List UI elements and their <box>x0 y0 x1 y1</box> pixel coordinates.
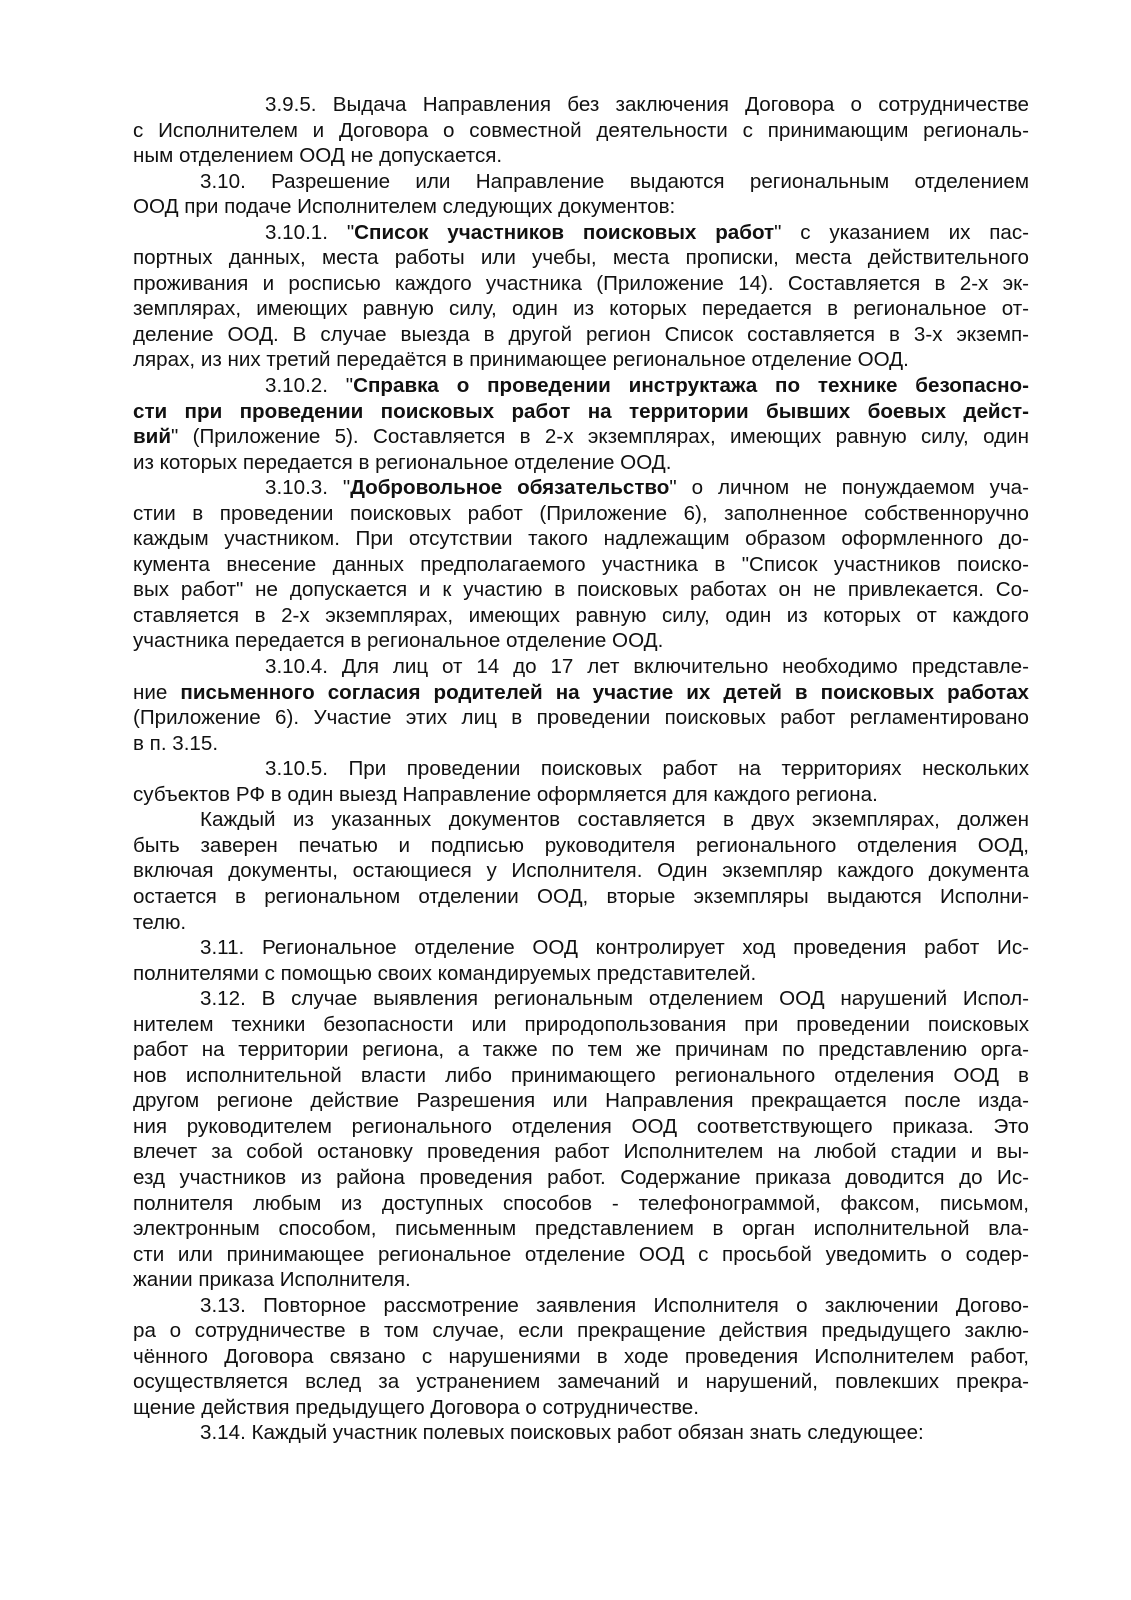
text-segment: из которых передается в региональное отделение ООД. <box>133 450 672 474</box>
text-line <box>133 756 1029 782</box>
bold-text: Добровольное обязательство <box>350 476 670 500</box>
text-line <box>133 807 1029 833</box>
text-line <box>133 986 1029 1012</box>
text-line <box>133 1191 1029 1217</box>
text-segment: с Исполнителем и Договора о совместной деятельности с принимающим региональ- <box>133 118 1029 142</box>
text-segment: 3.14. Каждый участник полевых поисковых работ обязан знать следующее: <box>200 1421 924 1445</box>
text-line <box>133 1216 1029 1242</box>
text-line <box>133 858 1029 884</box>
text-line <box>133 169 1029 195</box>
text-segment: включая документы, остающиеся у Исполнителя. Один экземпляр каждого документа <box>133 859 1029 883</box>
text-segment: полнителями с помощью своих командируемых представителей. <box>133 961 757 985</box>
text-line <box>133 935 1029 961</box>
text-line <box>133 373 1029 399</box>
text-segment: 3.10.3. " <box>265 476 351 500</box>
text-segment: кумента внесение данных предполагаемого участника в "Список участников поиско- <box>133 552 1029 576</box>
paragraph-3-10-5 <box>133 756 1029 807</box>
text-line <box>133 1318 1029 1344</box>
text-segment: быть заверен печатью и подписью руководителя регионального отделения ООД, <box>133 833 1029 857</box>
text-line <box>133 680 1029 706</box>
text-line <box>133 1088 1029 1114</box>
text-line <box>133 603 1029 629</box>
text-line <box>133 910 1029 936</box>
text-line <box>133 450 1029 476</box>
text-line <box>133 1037 1029 1063</box>
text-line <box>133 705 1029 731</box>
paragraph-3-10-2 <box>133 373 1029 475</box>
text-line <box>133 322 1029 348</box>
bold-text: Справка о проведении инструктажа по технике безопасно- <box>353 374 1029 398</box>
text-line <box>133 1344 1029 1370</box>
text-segment: деление ООД. В случае выезда в другой регион Список составляется в 3-х экземп- <box>133 322 1029 346</box>
text-segment: портных данных, места работы или учебы, места прописки, места действительного <box>133 246 1029 270</box>
text-line <box>133 1012 1029 1038</box>
text-line <box>133 731 1029 757</box>
text-segment: ставляется в 2-х экземплярах, имеющих равную силу, один из которых от каждого <box>133 603 1029 627</box>
paragraph-3-13 <box>133 1293 1029 1421</box>
text-segment: проживания и росписью каждого участника (Приложение 14). Составляется в 2-х эк- <box>133 271 1029 295</box>
text-line <box>133 654 1029 680</box>
text-segment: участника передается в региональное отделение ООД. <box>133 629 664 653</box>
text-line <box>133 628 1029 654</box>
text-segment: 3.10.4. Для лиц от 14 до 17 лет включительно необходимо представле- <box>265 655 1029 679</box>
text-line <box>133 424 1029 450</box>
text-line <box>133 194 1029 220</box>
text-line <box>133 833 1029 859</box>
text-segment: 3.12. В случае выявления региональным отделением ООД нарушений Испол- <box>200 987 1029 1011</box>
text-segment: работ на территории региона, а также по тем же причинам по представлению орга- <box>133 1038 1029 1062</box>
text-segment: Каждый из указанных документов составляется в двух экземплярах, должен <box>200 808 1029 832</box>
text-segment: осуществляется вслед за устранением замечаний и нарушений, повлекших прекра- <box>133 1370 1029 1394</box>
bold-text: Список участников поисковых работ <box>354 220 775 244</box>
text-line <box>133 961 1029 987</box>
text-segment: ООД при подаче Исполнителем следующих документов: <box>133 195 676 219</box>
text-segment: ным отделением ООД не допускается. <box>133 144 503 168</box>
text-line <box>133 501 1029 527</box>
bold-text: сти при проведении поисковых работ на территории бывших боевых дейст- <box>133 399 1029 423</box>
text-line <box>133 92 1029 118</box>
text-segment: (Приложение 6). Участие этих лиц в проведении поисковых работ регламентировано <box>133 706 1029 730</box>
text-line <box>133 552 1029 578</box>
text-line <box>133 884 1029 910</box>
text-segment: " (Приложение 5). Составляется в 2-х экземплярах, имеющих равную силу, один <box>170 425 1029 449</box>
text-line <box>133 1063 1029 1089</box>
text-segment: 3.13. Повторное рассмотрение заявления Исполнителя о заключении Догово- <box>200 1293 1029 1317</box>
text-segment: ра о сотрудничестве в том случае, если прекращение действия предыдущего заклю- <box>133 1319 1029 1343</box>
text-line <box>133 220 1029 246</box>
text-segment: ние <box>133 680 181 704</box>
paragraph-3-12 <box>133 986 1029 1293</box>
bold-text: вий <box>133 425 171 449</box>
text-segment: ния руководителем регионального отделения ООД соответствующего приказа. Это <box>133 1114 1029 1138</box>
text-line <box>133 271 1029 297</box>
text-line <box>133 1242 1029 1268</box>
paragraph-3-11 <box>133 935 1029 986</box>
text-segment: жании приказа Исполнителя. <box>133 1268 411 1292</box>
text-line <box>133 1420 1029 1446</box>
text-segment: " о личном не понуждаемом уча- <box>669 476 1029 500</box>
text-line <box>133 577 1029 603</box>
text-line <box>133 1267 1029 1293</box>
text-segment: в п. 3.15. <box>133 731 219 755</box>
text-segment: субъектов РФ в один выезд Направление оформляется для каждого региона. <box>133 782 878 806</box>
text-line <box>133 245 1029 271</box>
text-segment: влечет за собой остановку проведения работ Исполнителем на любой стадии и вы- <box>133 1140 1029 1164</box>
paragraph-3-9-5 <box>133 92 1029 169</box>
text-segment: " с указанием их пас- <box>774 220 1030 244</box>
text-line <box>133 1139 1029 1165</box>
text-segment: каждым участником. При отсутствии такого надлежащим образом оформленного до- <box>133 527 1029 551</box>
text-line <box>133 1369 1029 1395</box>
text-line <box>133 118 1029 144</box>
text-line <box>133 143 1029 169</box>
bold-text: письменного согласия родителей на участие их детей в поисковых работах <box>180 680 1029 704</box>
document-page <box>133 92 1029 1446</box>
text-segment: щение действия предыдущего Договора о сотрудничестве. <box>133 1395 699 1419</box>
text-segment: сти или принимающее региональное отделение ООД с просьбой уведомить о содер- <box>133 1242 1029 1266</box>
text-segment: 3.11. Региональное отделение ООД контролирует ход проведения работ Ис- <box>200 936 1029 960</box>
text-line <box>133 1395 1029 1421</box>
text-segment: электронным способом, письменным представлением в орган исполнительной вла- <box>133 1217 1029 1241</box>
paragraph-3-10 <box>133 169 1029 220</box>
text-line <box>133 526 1029 552</box>
text-segment: лярах, из них третий передаётся в принимающее региональное отделение ООД. <box>133 348 909 372</box>
text-segment: езд участников из района проведения работ. Содержание приказа доводится до Ис- <box>133 1165 1029 1189</box>
text-segment: 3.10.2. " <box>265 374 354 398</box>
text-line <box>133 399 1029 425</box>
text-segment: земплярах, имеющих равную силу, один из которых передается в региональное от- <box>133 297 1029 321</box>
paragraph-3-10-3 <box>133 475 1029 654</box>
text-segment: другом регионе действие Разрешения или Направления прекращается после изда- <box>133 1089 1029 1113</box>
text-segment: 3.10.1. " <box>265 220 355 244</box>
text-segment: нителем техники безопасности или природопользования при проведении поисковых <box>133 1012 1029 1036</box>
text-line <box>133 1165 1029 1191</box>
paragraph-3-10-4 <box>133 654 1029 756</box>
text-segment: чённого Договора связано с нарушениями в ходе проведения Исполнителем работ, <box>133 1344 1029 1368</box>
text-segment: 3.10.5. При проведении поисковых работ на территориях нескольких <box>265 757 1029 781</box>
text-line <box>133 296 1029 322</box>
text-segment: остается в региональном отделении ООД, вторые экземпляры выдаются Исполни- <box>133 884 1029 908</box>
text-segment: нов исполнительной власти либо принимающего регионального отделения ООД в <box>133 1063 1029 1087</box>
paragraph-each-document <box>133 807 1029 935</box>
text-line <box>133 347 1029 373</box>
text-segment: 3.9.5. Выдача Направления без заключения Договора о сотрудничестве <box>265 93 1029 116</box>
paragraph-3-14 <box>133 1420 1029 1446</box>
text-line <box>133 782 1029 808</box>
text-segment: телю. <box>133 910 187 934</box>
text-segment: 3.10. Разрешение или Направление выдаются региональным отделением <box>200 169 1029 193</box>
text-segment: стии в проведении поисковых работ (Приложение 6), заполненное собственноручно <box>133 501 1029 525</box>
text-line <box>133 1114 1029 1140</box>
text-line <box>133 475 1029 501</box>
text-line <box>133 1293 1029 1319</box>
text-segment: полнителя любым из доступных способов - телефонограммой, факсом, письмом, <box>133 1191 1029 1215</box>
paragraph-3-10-1 <box>133 220 1029 373</box>
text-segment: вых работ" не допускается и к участию в поисковых работах он не привлекается. Со- <box>133 578 1029 602</box>
